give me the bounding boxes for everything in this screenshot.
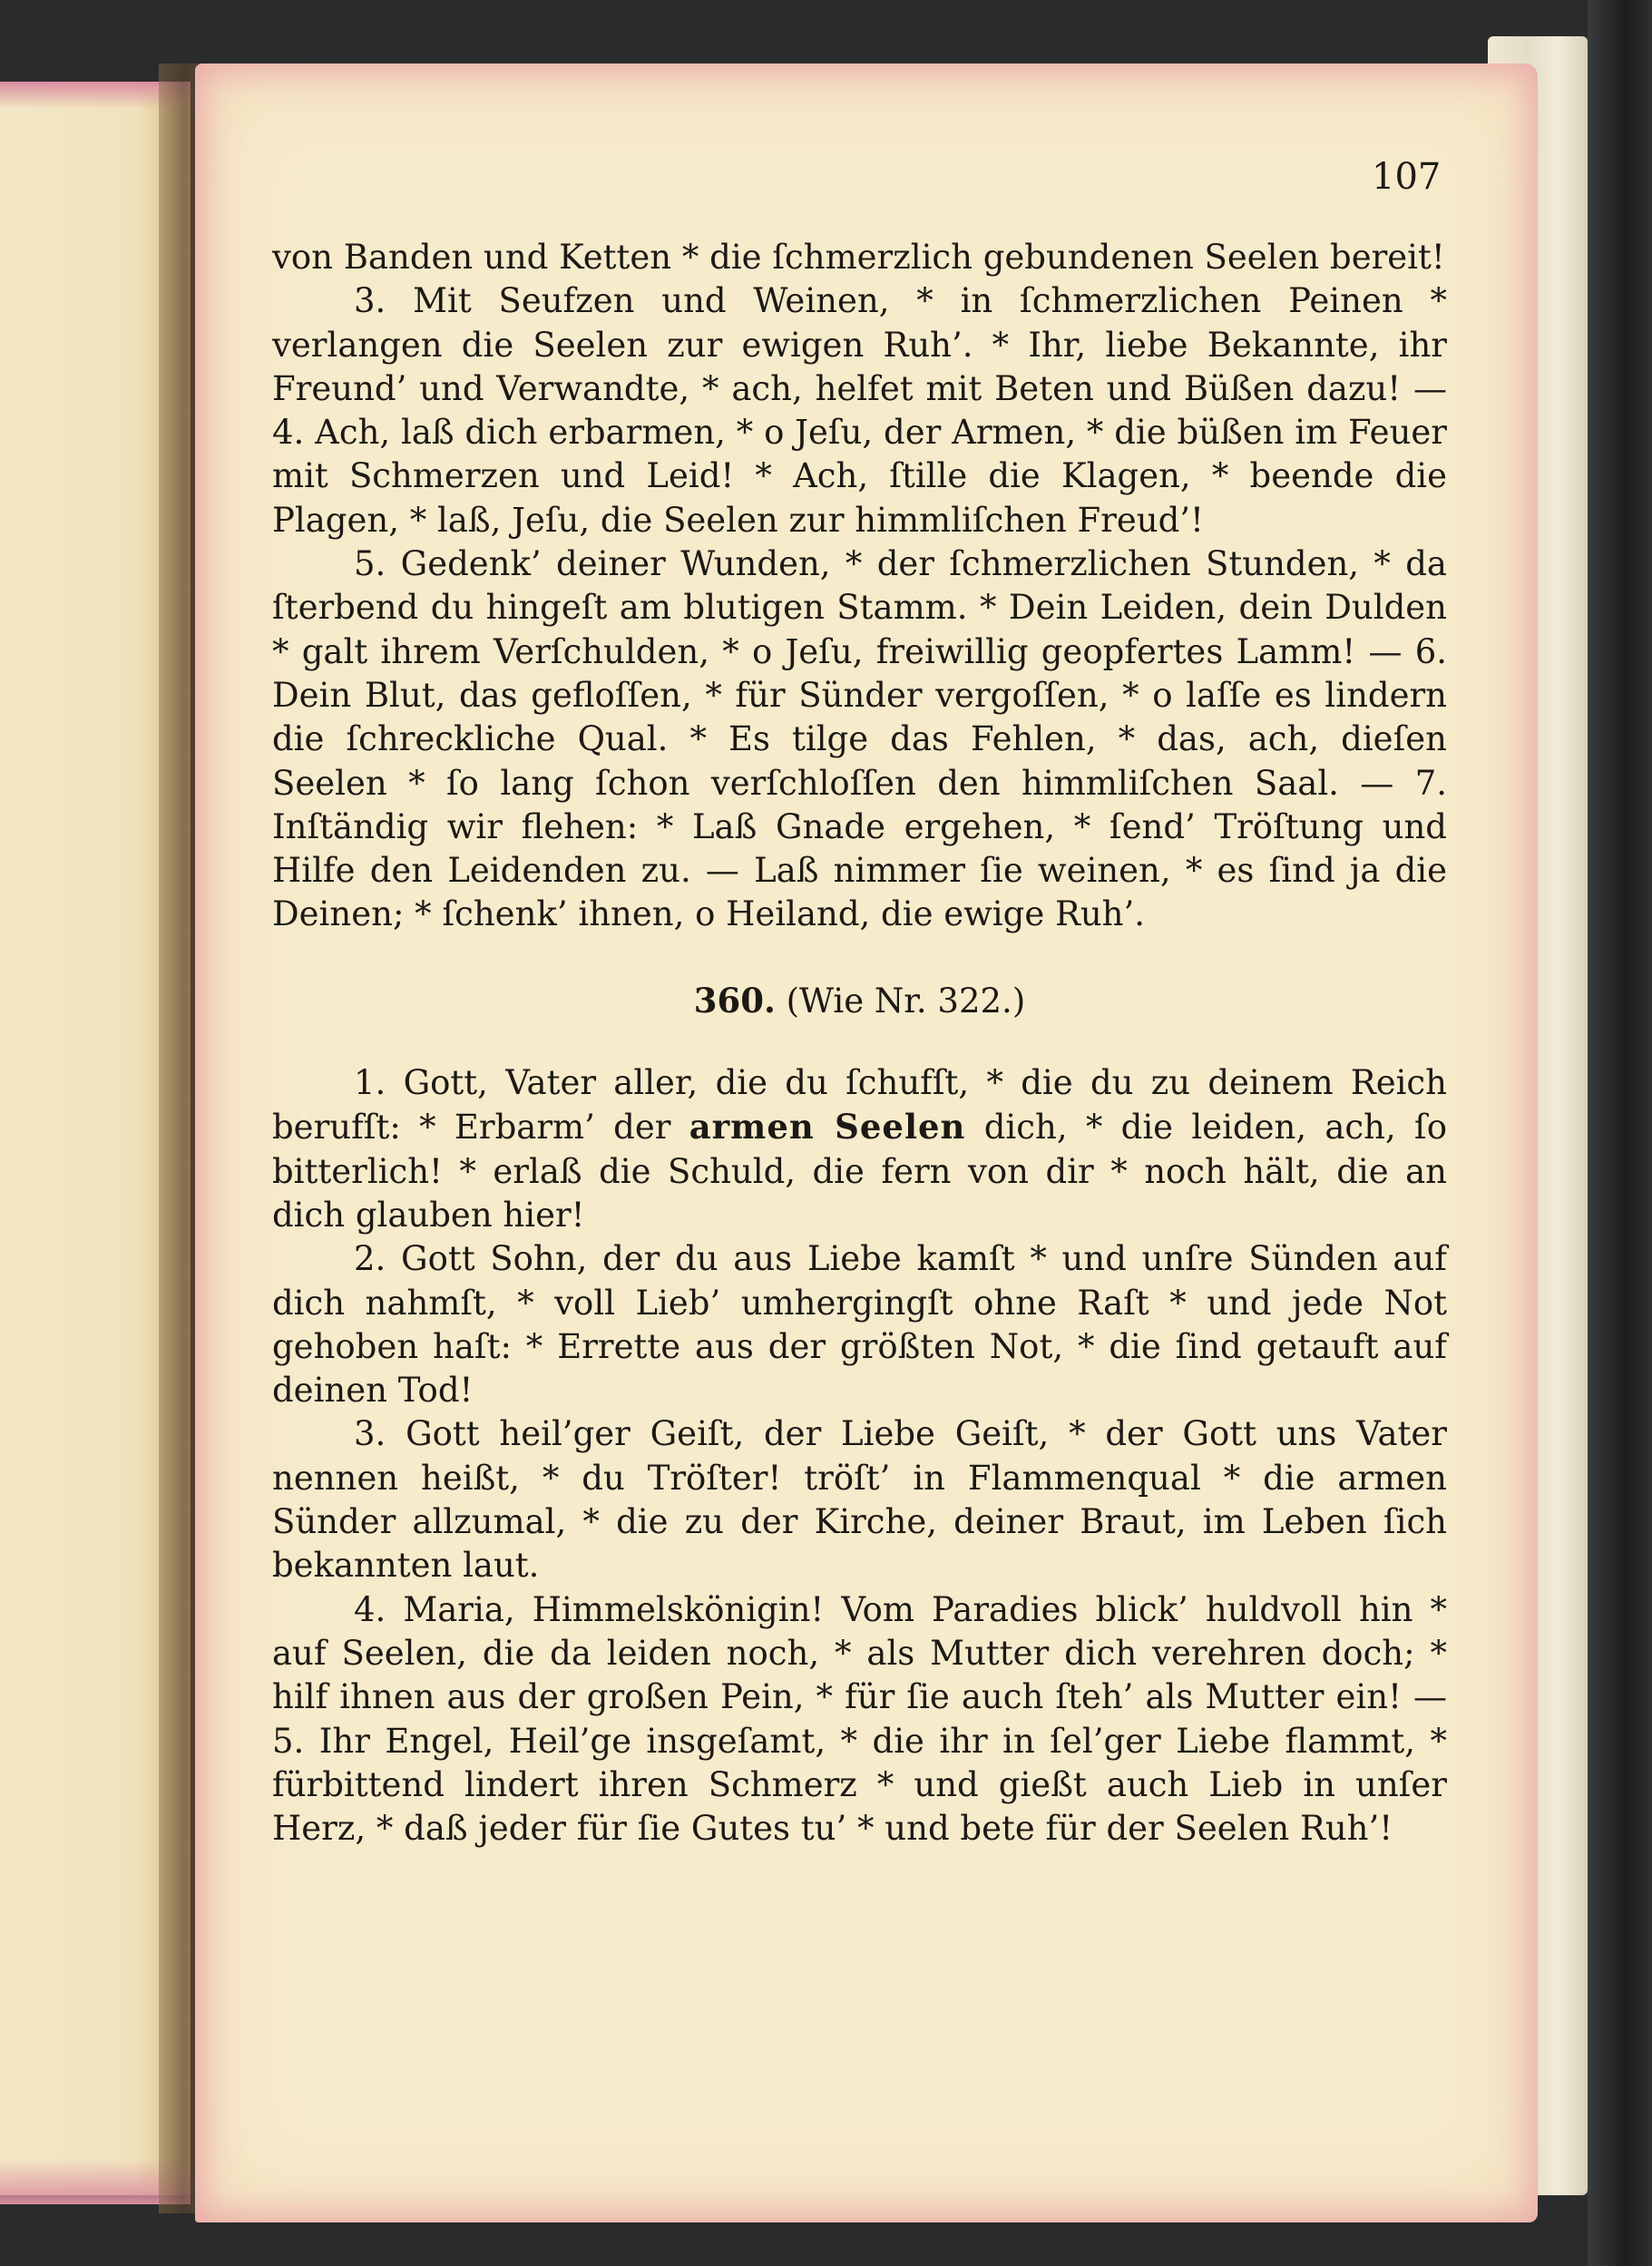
book-cover-edge — [1588, 0, 1652, 2266]
hymn-verse-2: 2. Gott Sohn, der du aus Liebe kamſt * und unſre Sünden auf dich nahmſt, * voll Lieb’ umhergingſt ohne Raſt * und jede Not gehoben haſt: * Errette aus der größten Not, * die ſind getauft auf deinen Tod! — [272, 1239, 1447, 1411]
paragraph-verses-5-7: 5. Gedenk’ deiner Wunden, * der ſchmerzlichen Stunden, * da ſterbend du hingeſt am blutigen Stamm. * Dein Leiden, dein Dulden * galt ihrem Verſchulden, * o Jeſu, freiwillig geopfertes Lamm! — 6. Dein Blut, das gefloſſen, * für Sünder vergoſſen, * o laſſe es lindern die ſchreckliche Qual. * Es tilge das Fehlen, * das, ach, dieſen Seelen * ſo lang ſchon verſchloſſen den himmliſchen Saal. — 7. Inſtändig wir flehen: * Laß Gnade ergehen, * ſend’ Tröſtung und Hilfe den Leidenden zu. — Laß nimmer ſie weinen, * es ſind ja die Deinen; * ſchenk’ ihnen, o Heiland, die ewige Ruh’. — [272, 544, 1447, 934]
hymn-verse-3: 3. Gott heil’ger Geiſt, der Liebe Geiſt, * der Gott uns Vater nennen heißt, * du Tröſter! tröſt’ in Flammenqual * die armen Sünder allzumal, * die zu der Kirche, deiner Braut, im Leben ſich bekannten laut. — [272, 1414, 1447, 1586]
hymn-verse-1 — [272, 1061, 1447, 1237]
paragraph-continuation: von Banden und Ketten * die ſchmerzlich gebundenen Seelen bereit! — [272, 238, 1445, 277]
hymn-number: 360. — [693, 980, 776, 1021]
verse-1-emphasis: armen Seelen — [689, 1107, 966, 1148]
verse-1-text-b: dich, * die leiden, ach, ſo bitterlich! * erlaß die Schuld, die fern von dir * noch hält, die an dich glauben hier! — [272, 1108, 1447, 1235]
page-number: 107 — [1372, 156, 1442, 198]
hymn-verse-4-5: 4. Maria, Himmelskönigin! Vom Paradies blick’ huldvoll hin * auf Seelen, die da leiden noch, * als Mutter dich verehren doch; * hilf ihnen aus der großen Pein, * für ſie auch ſteh’ als Mutter ein! — 5. Ihr Engel, Heil’ge insgeſamt, * die ihr in ſel’ger Liebe flammt, * fürbittend lindert ihren Schmerz * und gießt auch Lieb in unſer Herz, * daß jeder für ſie Gutes tu’ * und bete für der Seelen Ruh’! — [272, 1589, 1447, 1849]
page-body — [272, 236, 1447, 1851]
verse-1-text-a: 1. Gott, Vater aller, die du ſchufſt, * die du zu deinem Reich berufſt: * Erbarm’ der — [272, 1063, 1447, 1148]
paragraph-verses-3-4: 3. Mit Seufzen und Weinen, * in ſchmerzlichen Peinen * verlangen die Seelen zur ewigen Ruh’. * Ihr, liebe Bekannte, ihr Freund’ und Verwandte, * ach, helfet mit Beten und Büßen dazu! — 4. Ach, laß dich erbarmen, * o Jeſu, der Armen, * die büßen im Feuer mit Schmerzen und Leid! * Ach, ſtille die Klagen, * beende die Plagen, * laß, Jeſu, die Seelen zur himmliſchen Freud’! — [272, 281, 1447, 540]
hymn-heading — [272, 979, 1447, 1023]
hymn-melody-note: (Wie Nr. 322.) — [786, 981, 1026, 1021]
